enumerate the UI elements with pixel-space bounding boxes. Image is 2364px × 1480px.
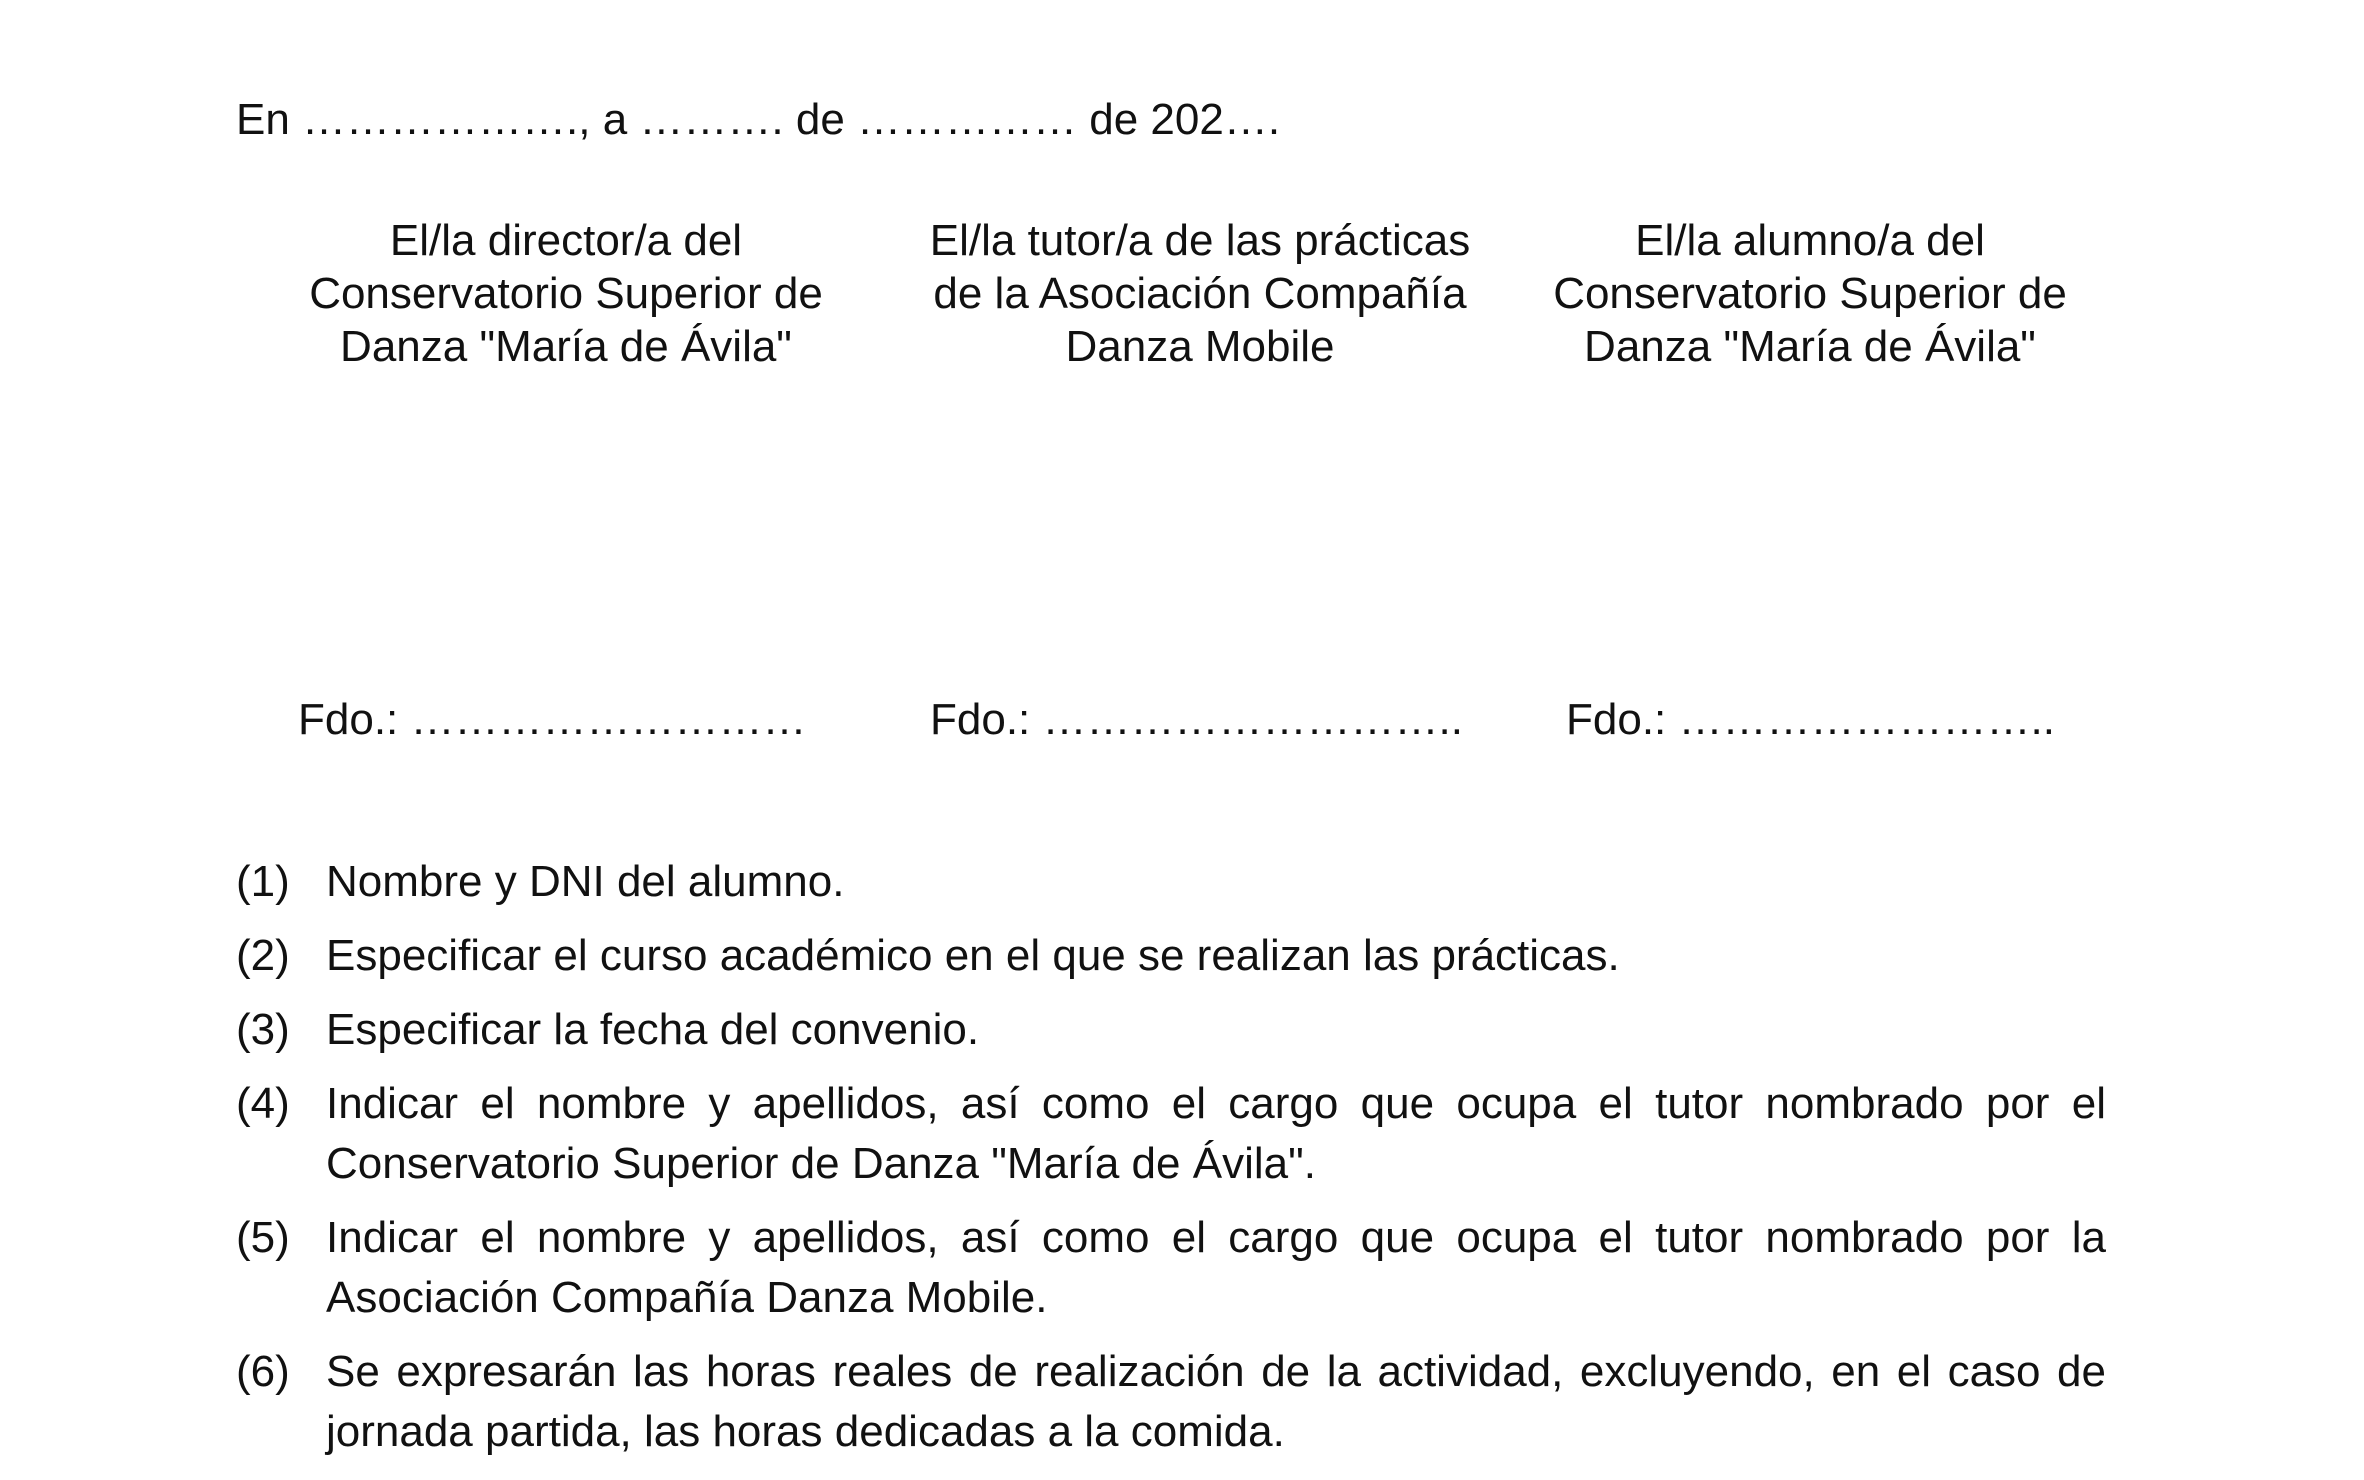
footnote-text: Nombre y DNI del alumno. <box>326 857 845 906</box>
footnote-text: Se expresarán las horas reales de realización de la actividad, excluyendo, en el caso de jornada partida, las horas dedicadas a la comida. <box>326 1347 2106 1456</box>
signature-line-student: Fdo.: …………………….. <box>1566 695 2055 744</box>
signatory-role-line: Conservatorio Superior de <box>309 269 823 318</box>
footnotes-list <box>236 852 2106 1476</box>
footnote-number: (5) <box>236 1213 290 1262</box>
signatory-role-line: Danza "María de Ávila" <box>340 322 792 371</box>
footnote-number: (6) <box>236 1347 290 1396</box>
footnote-text: Especificar la fecha del convenio. <box>326 1005 980 1054</box>
signatory-student <box>1500 214 2120 373</box>
date-line: En ………………., a ………. de …………… de 202…. <box>236 95 1281 144</box>
footnote <box>236 1208 2106 1328</box>
signatory-role-line: Conservatorio Superior de <box>1553 269 2067 318</box>
signatory-role-line: Danza "María de Ávila" <box>1584 322 2036 371</box>
signatory-role-line: El/la director/a del <box>389 216 743 265</box>
footnote-text: Indicar el nombre y apellidos, así como el cargo que ocupa el tutor nombrado por el Conservatorio Superior de Danza "María de Ávila". <box>326 1079 2106 1188</box>
signatory-tutor <box>890 214 1510 373</box>
footnote-text: Especificar el curso académico en el que se realizan las prácticas. <box>326 931 1620 980</box>
signatory-director <box>256 214 876 373</box>
footnote-number: (2) <box>236 931 290 980</box>
footnote-number: (1) <box>236 857 290 906</box>
signatory-role-line: de la Asociación Compañía <box>933 269 1467 318</box>
footnote <box>236 1342 2106 1462</box>
footnote <box>236 1074 2106 1194</box>
signature-line-tutor: Fdo.: ……………………….. <box>930 695 1463 744</box>
footnote-number: (3) <box>236 1005 290 1054</box>
signature-line-director: Fdo.: ……………………… <box>298 695 807 744</box>
footnote <box>236 852 2106 912</box>
signatory-role-line: Danza Mobile <box>1065 322 1335 371</box>
signatory-role-line: El/la alumno/a del <box>1635 216 1985 265</box>
footnote-number: (4) <box>236 1079 290 1128</box>
footnote <box>236 1000 2106 1060</box>
footnote-text: Indicar el nombre y apellidos, así como el cargo que ocupa el tutor nombrado por la Asociación Compañía Danza Mobile. <box>326 1213 2106 1322</box>
signatory-role-line: El/la tutor/a de las prácticas <box>929 216 1471 265</box>
footnote <box>236 926 2106 986</box>
